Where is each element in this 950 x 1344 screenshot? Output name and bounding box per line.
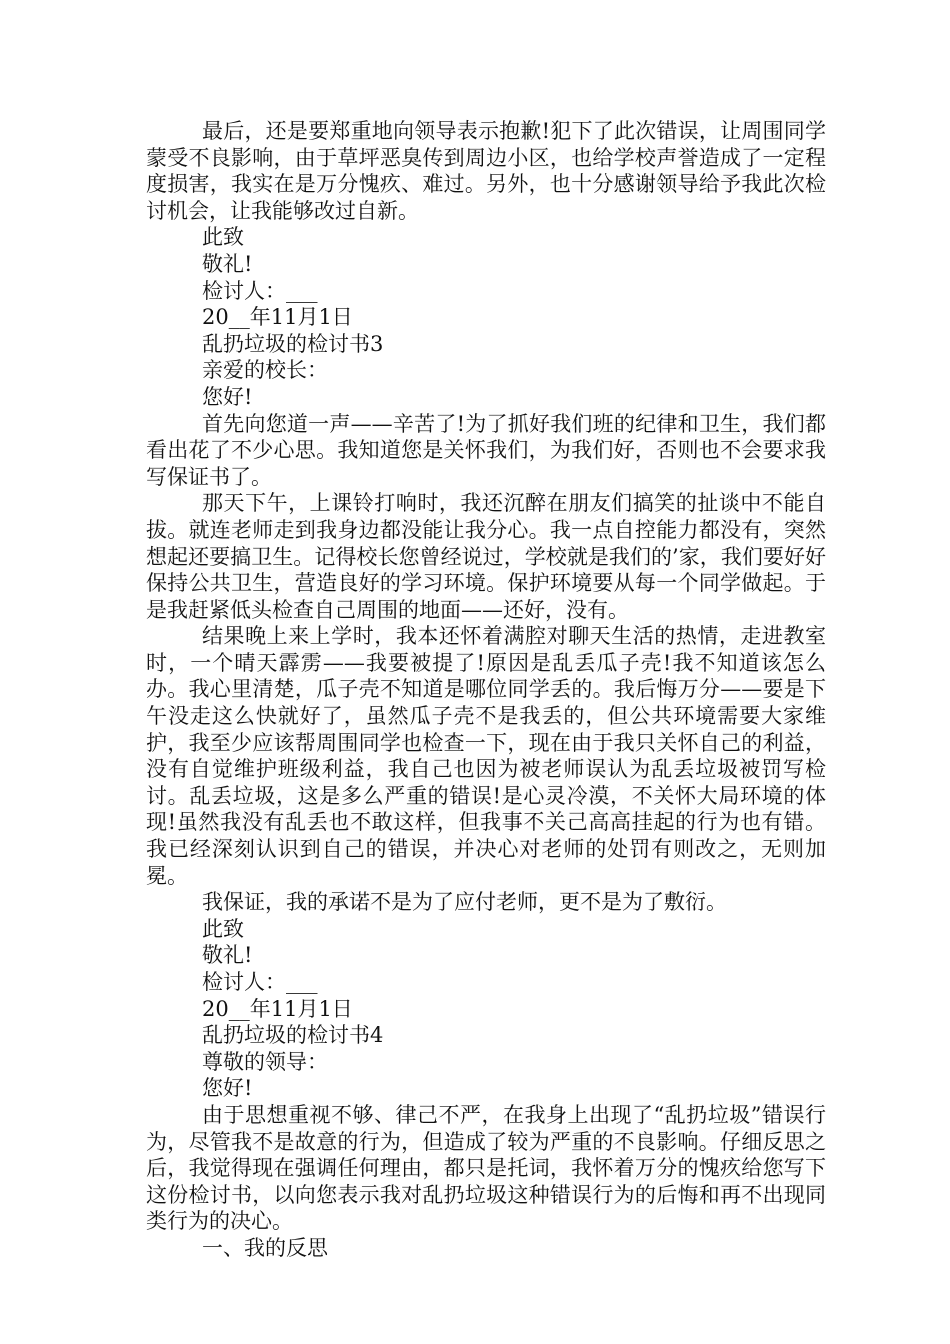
paragraph-afternoon: 那天下午，上课铃打响时，我还沉醉在朋友们搞笑的扯谈中不能自拔。就连老师走到我身边都没能让我分心。我一点自控能力都没有，突然想起还要搞卫生。记得校长您曾经说过，学校就是我们的’家，我们要好好保持公共卫生，营造良好的学习环境。保护环境要从每一个同学做起。于是我赶紧低头检查自己周围的地面——还好，没有。 <box>146 491 826 622</box>
greeting-hello: 您好! <box>202 384 253 409</box>
greeting-recipient: 亲爱的校长： <box>202 358 328 383</box>
signature-line-2: 检讨人：___ <box>202 970 318 994</box>
paragraph-apology: 最后，还是要郑重地向领导表示抱歉!犯下了此次错误，让周围同学蒙受不良影响，由于草坪恶臭传到周边小区，也给学校声誉造成了一定程度损害，我实在是万分愧疚、难过。另外，也十分感谢领导给予我此次检讨机会，让我能够改过自新。 <box>146 119 826 223</box>
greeting-hello-2: 您好! <box>202 1076 253 1101</box>
promise-line: 我保证，我的承诺不是为了应付老师，更不是为了敷衍。 <box>202 890 727 915</box>
paragraph-reflection: 由于思想重视不够、律己不严，在我身上出现了“乱扔垃圾”错误行为，尽管我不是故意的行为，但造成了较为严重的不良影响。仔细反思之后，我觉得现在强调任何理由，都只是托词，我怀着万分的愧疚给您写下这份检讨书，以向您表示我对乱扔垃圾这种错误行为的后悔和再不出现同类行为的决心。 <box>146 1102 826 1234</box>
closing-respect: 敬礼! <box>202 251 253 276</box>
signature-line: 检讨人：___ <box>202 278 318 303</box>
section-title-3: 乱扔垃圾的检讨书3 <box>202 331 384 356</box>
closing-salutation-2: 此致 <box>202 916 244 941</box>
subheading-reflection: 一、我的反思 <box>202 1235 328 1260</box>
date-line-2: 20__年11月1日 <box>202 996 353 1021</box>
document-body <box>146 118 826 1262</box>
paragraph-intro: 首先向您道一声——辛苦了!为了抓好我们班的纪律和卫生，我们都看出花了不少心思。我知道您是关怀我们，为我们好，否则也不会要求我写保证书了。 <box>146 411 826 489</box>
paragraph-evening: 结果晚上来上学时，我本还怀着满腔对聊天生活的热情，走进教室时，一个晴天霹雳——我要被提了!原因是乱丢瓜子壳!我不知道该怎么办。我心里清楚，瓜子壳不知道是哪位同学丢的。我后悔万分——要是下午没走这么快就好了，虽然瓜子壳不是我丢的，但公共环境需要大家维护，我至少应该帮周围同学也检查一下，现在由于我只关怀自己的利益，没有自觉维护班级利益，我自己也因为被老师误认为乱丢垃圾被罚写检讨。乱丢垃圾，这是多么严重的错误!是心灵冷漠，不关怀大局环境的体现!虽然我没有乱丢也不敢这样，但我事不关己高高挂起的行为也有错。我已经深刻认识到自己的错误，并决心对老师的处罚有则改之，无则加冕。 <box>146 624 826 888</box>
section-title-4: 乱扔垃圾的检讨书4 <box>202 1023 384 1048</box>
closing-salutation: 此致 <box>202 225 244 250</box>
closing-respect-2: 敬礼! <box>202 943 253 968</box>
greeting-recipient-2: 尊敬的领导： <box>202 1049 328 1074</box>
date-line: 20__年11月1日 <box>202 305 353 330</box>
